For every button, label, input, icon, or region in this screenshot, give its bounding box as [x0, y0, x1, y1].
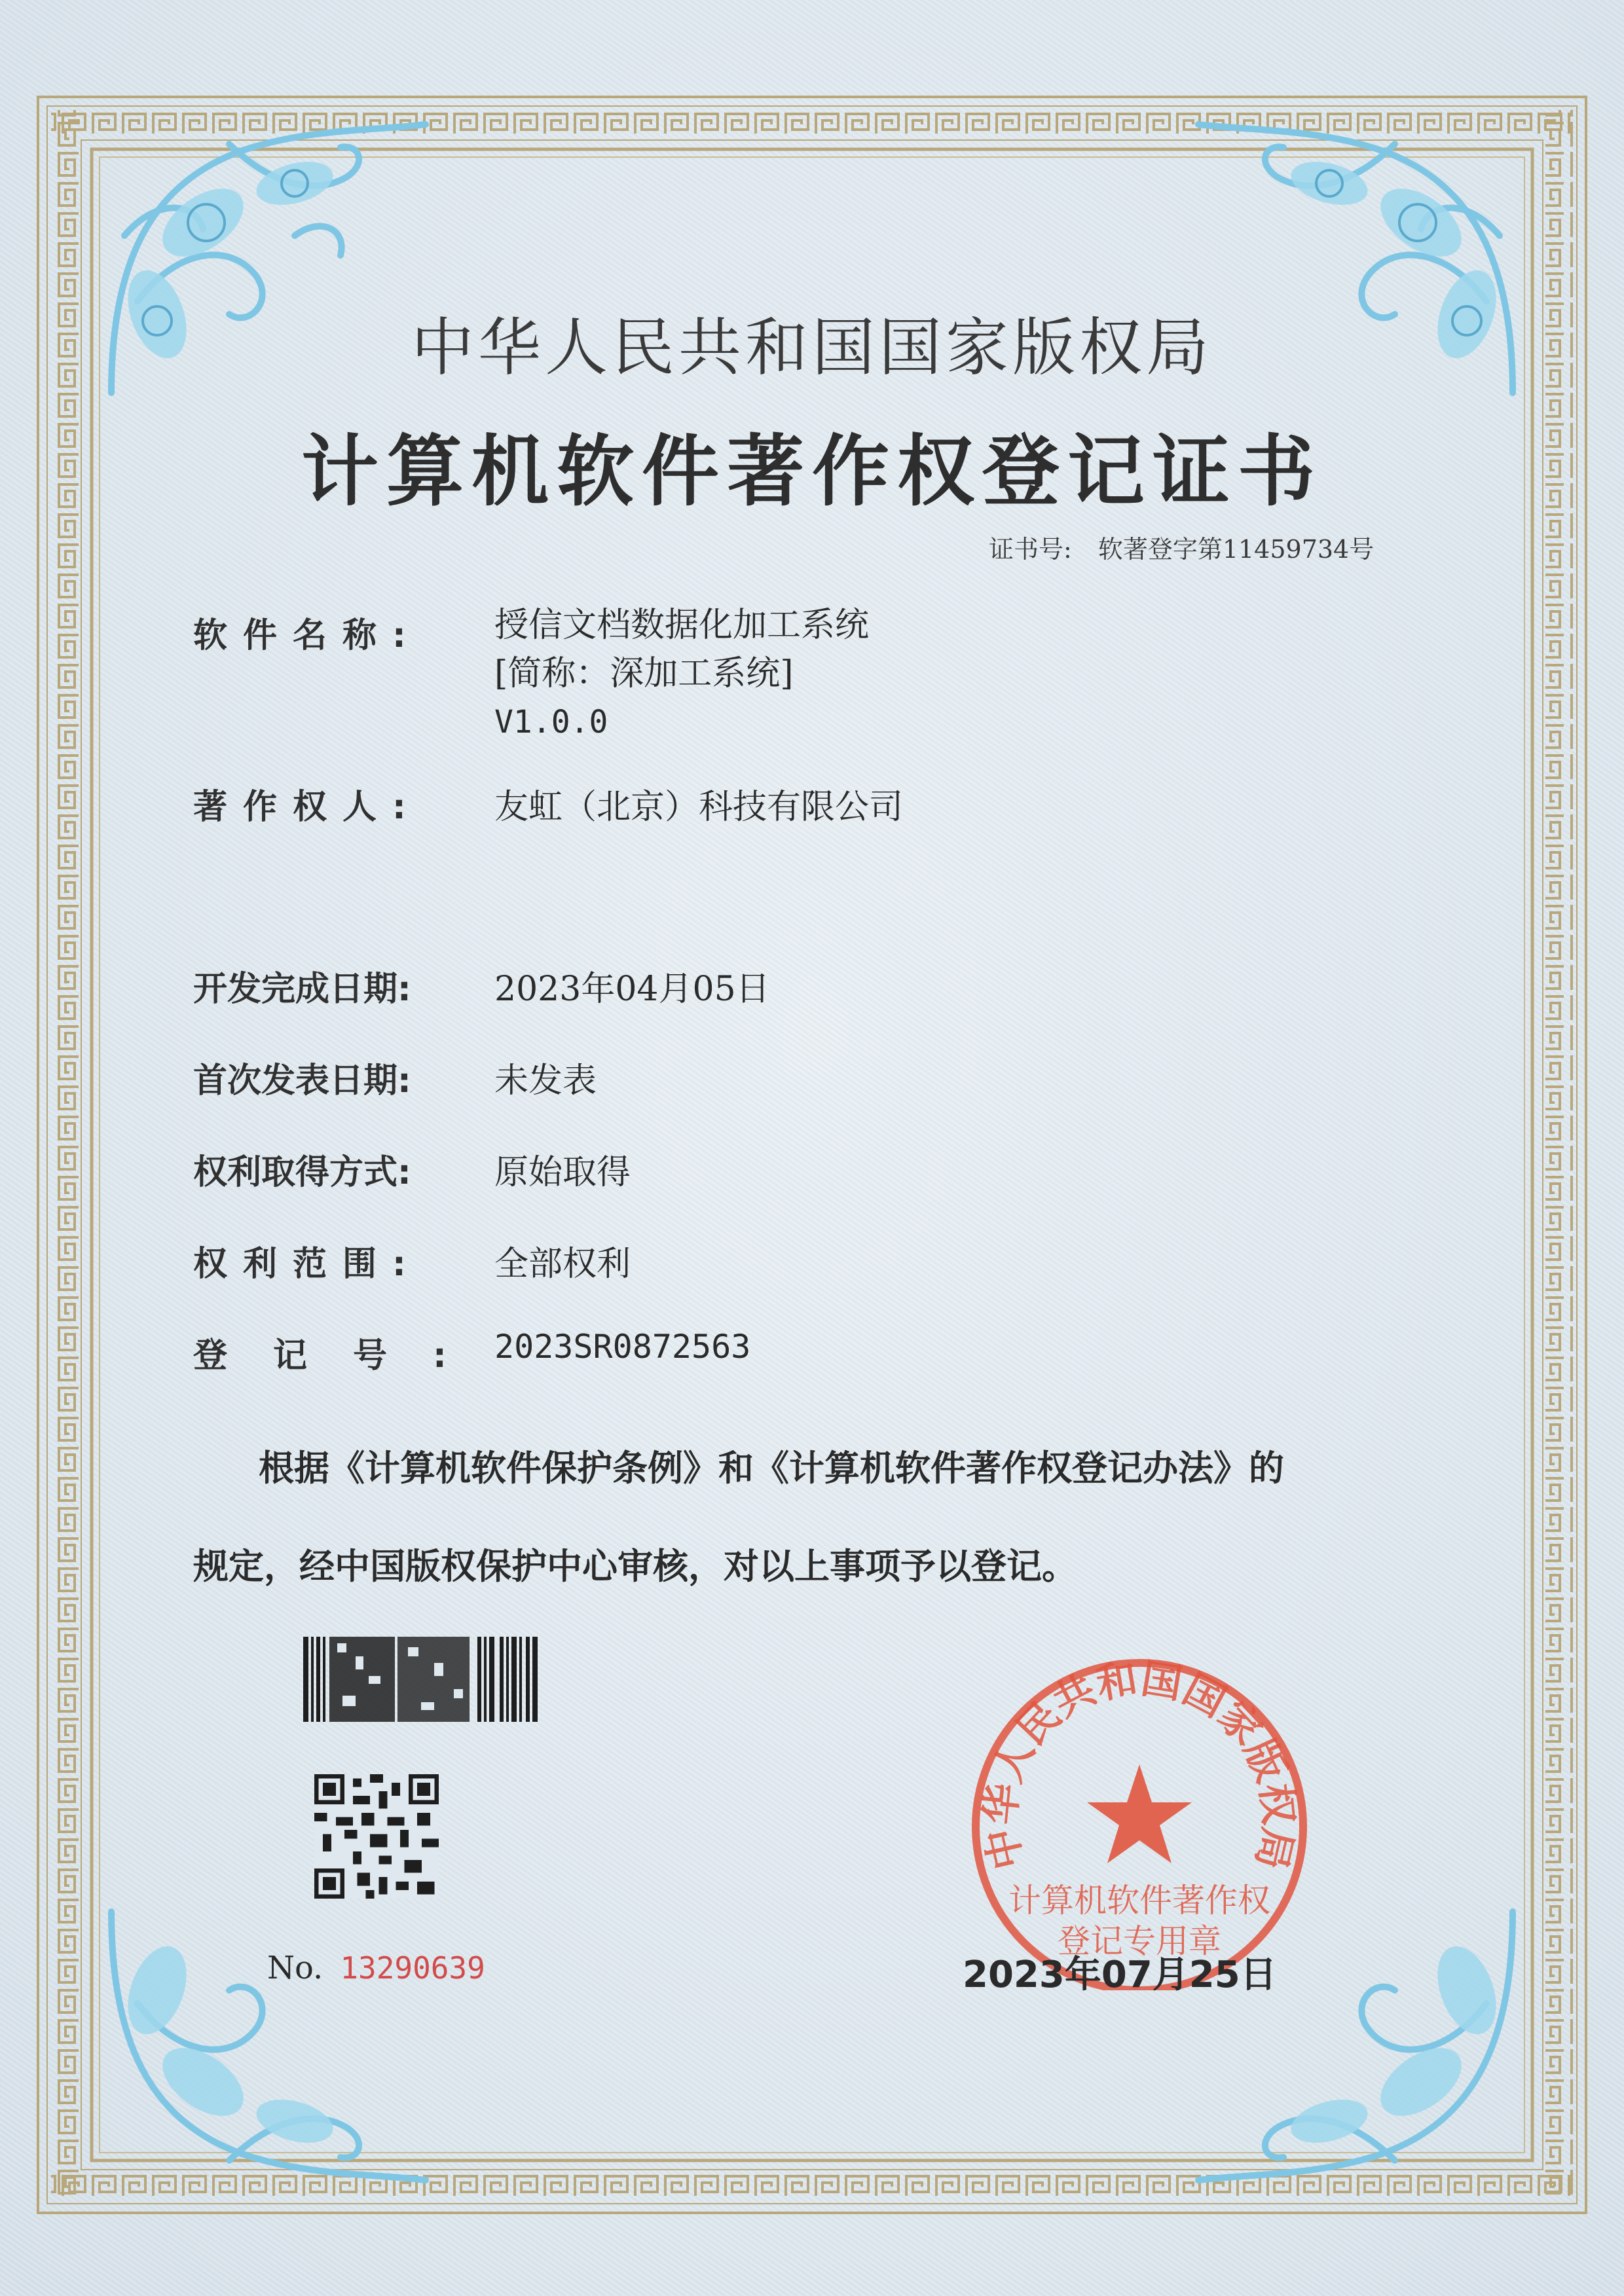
seal-star-icon — [1087, 1764, 1192, 1863]
field-copyright-holder — [193, 779, 903, 828]
acquisition-value: 原始取得 — [494, 1153, 631, 1192]
first-publish-label: 首次发表日期: — [193, 1061, 411, 1101]
acquisition-label: 权利取得方式: — [193, 1153, 411, 1192]
certificate-number-value: 软著登字第11459734号 — [1098, 535, 1375, 564]
issuing-authority: 中华人民共和国国家版权局 — [411, 311, 1213, 384]
first-publish-value: 未发表 — [494, 1061, 597, 1101]
certificate-number-label: 证书号: — [989, 535, 1072, 564]
copyright-holder-label: 著作权人: — [193, 788, 422, 827]
statement-line1: 根据《计算机软件保护条例》和《计算机软件著作权登记办法》的 — [259, 1448, 1284, 1489]
issue-date: 2023年07月25日 — [963, 1954, 1277, 1996]
field-first-publish-date — [193, 1053, 597, 1102]
qr-code — [314, 1774, 439, 1899]
seal-ring-text: 中华人民共和国国家版权局 — [976, 1654, 1303, 1874]
field-dev-completion-date — [193, 961, 770, 1010]
field-rights-scope — [193, 1236, 631, 1285]
field-registration-number — [193, 1328, 750, 1377]
scope-value: 全部权利 — [494, 1245, 631, 1284]
copyright-holder-value: 友虹（北京）科技有限公司 — [494, 788, 904, 827]
software-name-line1: 授信文档数据化加工系统 — [494, 606, 870, 645]
reg-no-label: 登记号: — [193, 1336, 492, 1376]
software-name-line2: [简称：深加工系统] — [494, 654, 794, 693]
seal-line2: 登记专用章 — [1058, 1922, 1221, 1960]
serial-label: No. — [267, 1950, 323, 1986]
field-software-name — [193, 608, 869, 746]
field-acquisition-method — [193, 1144, 631, 1194]
corner-ornament-bottom-left — [98, 1886, 439, 2200]
reg-no-value: 2023SR0872563 — [494, 1328, 751, 1366]
software-name-value — [494, 608, 869, 746]
dev-completion-value: 2023年04月05日 — [494, 970, 770, 1009]
scope-label: 权利范围: — [193, 1245, 422, 1284]
software-name-label: 软件名称: — [193, 616, 422, 655]
certificate-number — [989, 529, 1374, 565]
certificate-title: 计算机软件著作权登记证书 — [301, 426, 1323, 517]
software-version: V1.0.0 — [494, 704, 608, 740]
serial-value: 13290639 — [340, 1950, 485, 1986]
statement-line2: 规定，经中国版权保护中心审核，对以上事项予以登记。 — [193, 1546, 1077, 1587]
official-seal — [956, 1650, 1323, 1990]
dev-completion-label: 开发完成日期: — [193, 970, 411, 1009]
serial-number — [267, 1950, 485, 1986]
barcode — [303, 1637, 539, 1722]
seal-line1: 计算机软件著作权 — [1008, 1882, 1270, 1920]
